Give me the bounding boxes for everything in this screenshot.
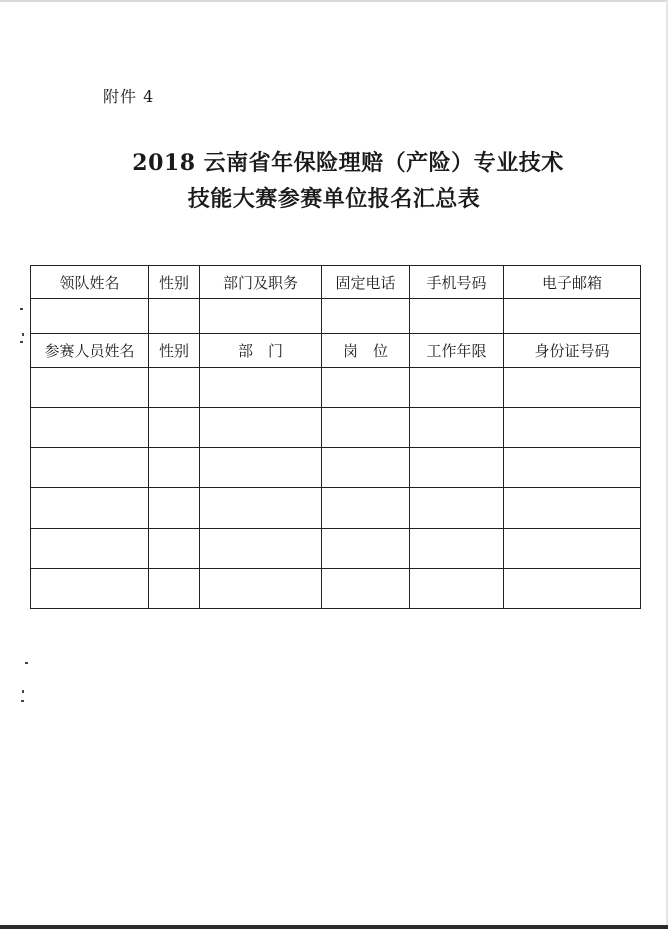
member-cell[interactable] (200, 528, 322, 568)
header-leader-department-position: 部门及职务 (200, 266, 322, 299)
member-cell[interactable] (31, 367, 149, 407)
member-cell[interactable] (410, 407, 504, 447)
member-cell[interactable] (322, 448, 410, 488)
header-member-name: 参赛人员姓名 (31, 334, 149, 367)
member-cell[interactable] (200, 488, 322, 528)
member-cell[interactable] (31, 568, 149, 608)
leader-landline-cell[interactable] (322, 299, 410, 334)
leader-gender-cell[interactable] (149, 299, 200, 334)
member-entry-row (31, 448, 641, 488)
registration-table (30, 265, 641, 609)
member-cell[interactable] (410, 568, 504, 608)
member-cell[interactable] (200, 367, 322, 407)
member-cell[interactable] (504, 488, 641, 528)
leader-header-row (31, 266, 641, 299)
page-top-edge (0, 0, 668, 2)
header-member-years: 工作年限 (410, 334, 504, 367)
member-cell[interactable] (322, 568, 410, 608)
header-leader-landline: 固定电话 (322, 266, 410, 299)
leader-mobile-cell[interactable] (410, 299, 504, 334)
member-entry-row (31, 528, 641, 568)
document-title (0, 145, 668, 217)
member-cell[interactable] (504, 367, 641, 407)
scan-mark (25, 662, 28, 664)
member-cell[interactable] (200, 448, 322, 488)
scan-mark (21, 700, 24, 702)
member-cell[interactable] (504, 528, 641, 568)
member-cell[interactable] (149, 488, 200, 528)
header-leader-gender: 性别 (149, 266, 200, 299)
header-leader-email: 电子邮箱 (504, 266, 641, 299)
title-line-1: 2018 云南省年保险理赔（产险）专业技术 (132, 150, 564, 176)
header-member-post: 岗 位 (322, 334, 410, 367)
member-cell[interactable] (149, 407, 200, 447)
member-entry-row (31, 407, 641, 447)
leader-name-cell[interactable] (31, 299, 149, 334)
scan-mark (22, 333, 24, 336)
member-cell[interactable] (149, 367, 200, 407)
member-entry-row (31, 367, 641, 407)
member-cell[interactable] (200, 568, 322, 608)
leader-department-cell[interactable] (200, 299, 322, 334)
member-cell[interactable] (410, 448, 504, 488)
member-header-row (31, 334, 641, 367)
member-cell[interactable] (31, 448, 149, 488)
scan-mark (20, 341, 23, 343)
leader-email-cell[interactable] (504, 299, 641, 334)
member-cell[interactable] (322, 367, 410, 407)
member-cell[interactable] (410, 528, 504, 568)
page-bottom-edge (0, 925, 668, 929)
member-cell[interactable] (504, 407, 641, 447)
member-cell[interactable] (322, 488, 410, 528)
attachment-label: 附件 4 (103, 87, 155, 106)
member-entry-row (31, 568, 641, 608)
member-cell[interactable] (504, 568, 641, 608)
member-cell[interactable] (504, 448, 641, 488)
member-cell[interactable] (31, 407, 149, 447)
title-line-2: 技能大赛参赛单位报名汇总表 (187, 186, 481, 212)
header-member-id-number: 身份证号码 (504, 334, 641, 367)
member-entry-row (31, 488, 641, 528)
member-cell[interactable] (322, 407, 410, 447)
member-cell[interactable] (31, 488, 149, 528)
header-leader-mobile: 手机号码 (410, 266, 504, 299)
member-cell[interactable] (410, 367, 504, 407)
leader-entry-row (31, 299, 641, 334)
header-member-department: 部 门 (200, 334, 322, 367)
scan-mark (22, 690, 24, 693)
member-cell[interactable] (410, 488, 504, 528)
member-cell[interactable] (31, 528, 149, 568)
member-cell[interactable] (149, 568, 200, 608)
member-cell[interactable] (149, 448, 200, 488)
header-leader-name: 领队姓名 (31, 266, 149, 299)
member-cell[interactable] (322, 528, 410, 568)
header-member-gender: 性别 (149, 334, 200, 367)
member-cell[interactable] (149, 528, 200, 568)
scan-mark (20, 308, 23, 310)
member-cell[interactable] (200, 407, 322, 447)
